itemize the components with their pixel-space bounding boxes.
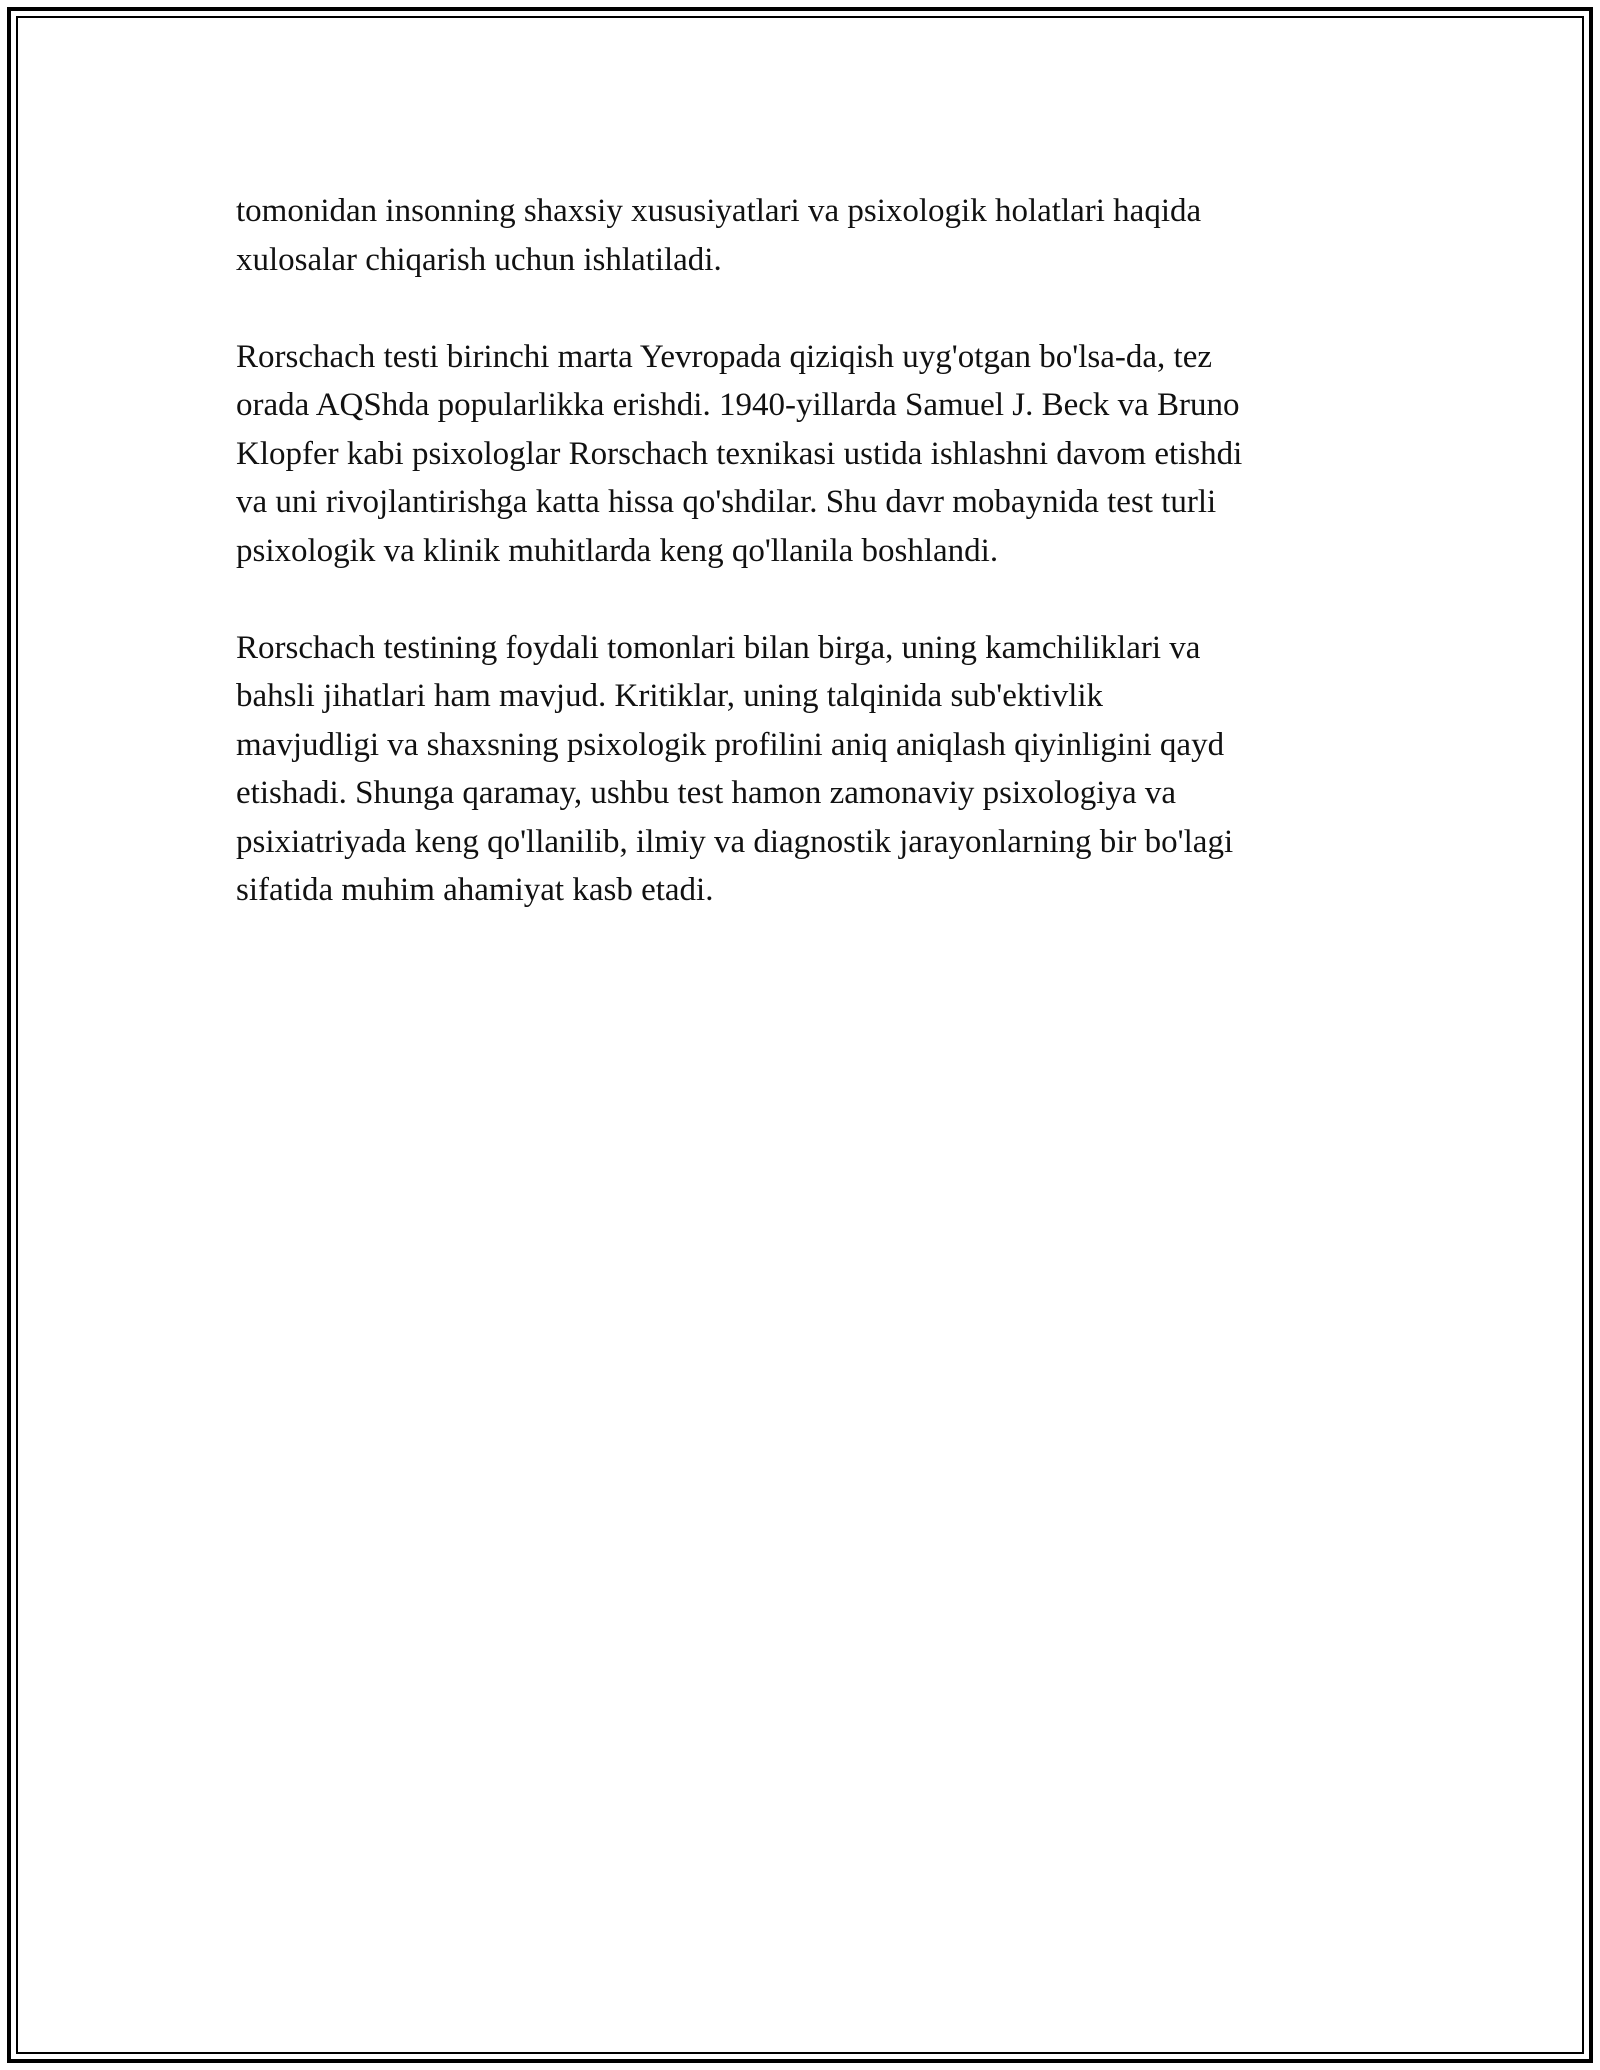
paragraph-3: Rorschach testining foydali tomonlari bilan birga, uning kamchiliklari va bahsli jihatlari ham mavjud. Kritiklar, uning talqinida sub'ektivlik mavjudligi va shaxsning psixologik profilini aniq aniqlash qiyinligini qayd etishadi. Shunga qaramay, ushbu test hamon zamonaviy psixologiya va psixiatriyada keng qo'llanilib, ilmiy va diagnostik jarayonlarning bir bo'lagi sifatida muhim ahamiyat kasb etadi. [236,629,1234,908]
document-body [236,187,1366,963]
paragraph-1: tomonidan insonning shaxsiy xususiyatlari va psixologik holatlari haqida xulosalar chiqarish uchun ishlatiladi. [236,193,1202,278]
paragraph-2: Rorschach testi birinchi marta Yevropada qiziqish uyg'otgan bo'lsa-da, tez orada AQShda popularlikka erishdi. 1940-yillarda Samuel J. Beck va Bruno Klopfer kabi psixologlar Rorschach texnikasi ustida ishlashni davom etishdi va uni rivojlantirishga katta hissa qo'shdilar. Shu davr mobaynida test turli psixologik va klinik muhitlarda keng qo'llanila boshlandi. [236,338,1243,569]
